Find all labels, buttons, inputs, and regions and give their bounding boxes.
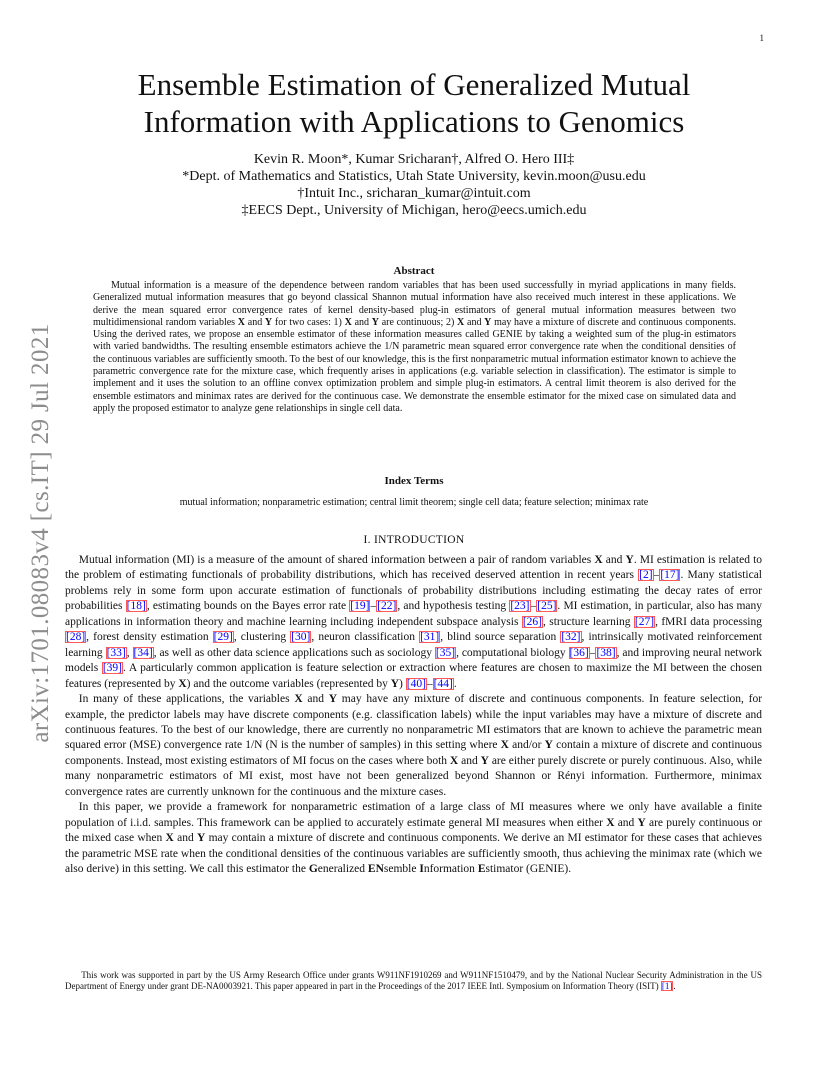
- author-block: [84, 151, 744, 219]
- index-terms-text: mutual information; nonparametric estimation; central limit theorem; single cell data; feature selection; minimax rate: [179, 497, 649, 508]
- intro-paragraph-1: Mutual information (MI) is a measure of the amount of shared information between a pair of random variables X and Y. MI estimation is related to the problem of estimating functionals of probability distributions, which has received deserved attention in recent years [2]–[17]. Many statistical problems rely in some form upon accurate estimation of functionals of probability distributions including estimating the decay rates of error probabilities [18], estimating bounds on the Bayes error rate [19]–[22], and hypothesis testing [23]–[25]. MI estimation, in particular, also has many applications in information theory and machine learning including independent subspace analysis [26], structure learning [27], fMRI data processing [28], forest density estimation [29], clustering [30], neuron classification [31], blind source separation [32], intrinsically motivated reinforcement learning [33], [34], as well as other data science applications such as sociology [35], computational biology [36]–[38], and improving neural network models [39]. A particularly common application is feature selection or extraction where features are chosen to maximize the MI between the chosen features (represented by X) and the outcome variables (represented by Y) [40]–[44].: [65, 554, 763, 690]
- citation-link[interactable]: [22]: [377, 600, 397, 613]
- section-heading-introduction: I. INTRODUCTION: [363, 534, 465, 546]
- citation-link[interactable]: [26]: [522, 615, 542, 628]
- citation-link[interactable]: [33]: [106, 646, 126, 659]
- citation-link[interactable]: [18]: [126, 600, 146, 613]
- citation-link[interactable]: [31]: [420, 631, 440, 644]
- citation-link[interactable]: [19]: [350, 600, 370, 613]
- introduction-body: [65, 553, 762, 878]
- citation-link[interactable]: [29]: [213, 631, 233, 644]
- funding-footnote: This work was supported in part by the US Army Research Office under grants W911NF1910269 and W911NF1510479, and by the National Nuclear Security Administration in the US Department of Energy under grant DE-NA0003921. This paper appeared in part in the Proceedings of the 2017 IEEE Intl. Symposium on Information Theory (ISIT) [1].: [65, 970, 762, 992]
- abstract-heading: Abstract: [393, 265, 435, 277]
- citation-link[interactable]: [25]: [537, 600, 557, 613]
- citation-link[interactable]: [44]: [433, 677, 453, 690]
- citation-link[interactable]: [40]: [406, 677, 426, 690]
- citation-link[interactable]: [38]: [596, 646, 616, 659]
- citation-link[interactable]: [1]: [661, 981, 673, 992]
- citation-link[interactable]: [34]: [133, 646, 153, 659]
- citation-link[interactable]: [27]: [634, 615, 655, 628]
- arxiv-stamp-text: arXiv:1701.08083v4 [cs.IT] 29 Jul 2021: [27, 322, 54, 743]
- citation-link[interactable]: [28]: [66, 631, 86, 644]
- citation-link[interactable]: [36]: [569, 646, 589, 659]
- author-names: Kevin R. Moon*, Kumar Sricharan†, Alfred O. Hero III‡: [253, 152, 575, 167]
- affiliation-3: ‡EECS Dept., University of Michigan, hero@eecs.umich.edu: [241, 203, 587, 218]
- affiliation-1: *Dept. of Mathematics and Statistics, Utah State University, kevin.moon@usu.edu: [182, 169, 646, 184]
- arxiv-stamp: [20, 305, 62, 760]
- citation-link[interactable]: [30]: [291, 631, 311, 644]
- citation-link[interactable]: [17]: [660, 569, 680, 582]
- index-terms-heading: Index Terms: [384, 475, 444, 487]
- citation-link[interactable]: [23]: [510, 600, 530, 613]
- intro-paragraph-3: In this paper, we provide a framework for nonparametric estimation of a large class of MI measures where we only have available a finite population of i.i.d. samples. This framework can be applied to accurately estimate general MI measures when either X and Y are purely continuous or the mixed case when X and Y may contain a mixture of discrete and continuous components. We derive an MI estimator for these cases that achieves the parametric MSE rate when the conditional densities of the continuous variables are sufficiently smooth, thus achieving the minimax rate (which we also derive) in this setting. We call this estimator the Generalized ENsemble Information Estimator (GENIE).: [65, 801, 763, 876]
- citation-link[interactable]: [35]: [435, 646, 456, 659]
- citation-link[interactable]: [32]: [561, 631, 581, 644]
- citation-link[interactable]: [2]: [639, 569, 653, 582]
- page-number: 1: [759, 33, 764, 43]
- citation-link[interactable]: [39]: [102, 662, 122, 675]
- intro-paragraph-2: In many of these applications, the variables X and Y may have any mixture of discrete and continuous components. In feature selection, for example, the predictor labels may have discrete components (e.g. classification labels) while the input variables may have a mixture of discrete and continuous features. To the best of our knowledge, there are currently no nonparametric MI estimators that are known to achieve the parametric mean squared error (MSE) convergence rate 1/N (N is the number of samples) in this setting where X and/or Y contain a mixture of discrete and continuous components. Instead, most existing estimators of MI focus on the cases where both X and Y are either purely discrete or purely continuous. Also, while many nonparametric estimators of MI exist, most have not been generalized beyond Shannon or Rényi information. Furthermore, minimax convergence rates are currently unknown for the continuous and the mixture cases.: [65, 693, 763, 798]
- abstract-text: Mutual information is a measure of the dependence between random variables that has been used successfully in myriad applications in many fields. Generalized mutual information measures that go beyond classical Shannon mutual information have also received much interest in these applications. We derive the mean squared error convergence rates of kernel density-based plug-in estimators of general mutual information measures between two multidimensional random variables X and Y for two cases: 1) X and Y are continuous; 2) X and Y may have a mixture of discrete and continuous components. Using the derived rates, we propose an ensemble estimator of these information measures called GENIE by taking a weighted sum of the plug-in estimators with varied bandwidths. The resulting ensemble estimators achieve the 1/N parametric mean squared error convergence rate when the conditional densities of the continuous variables are sufficiently smooth. To the best of our knowledge, this is the first nonparametric mutual information estimator known to achieve the parametric convergence rate for the mixture case, which frequently arises in applications (e.g. variable selection in classification). The estimator is simple to implement and it uses the solution to an offline convex optimization problem and simple plug-in estimators. A central limit theorem is also derived for the ensemble estimators and minimax rates are derived for the continuous case. We demonstrate the ensemble estimator for the mixed case on simulated data and apply the proposed estimator to analyze gene relationships in single cell data.: [93, 280, 737, 414]
- paper-title: Ensemble Estimation of Generalized Mutual Information with Applications to Genomics: [137, 67, 691, 139]
- affiliation-2: †Intuit Inc., sricharan_kumar@intuit.com: [297, 186, 531, 201]
